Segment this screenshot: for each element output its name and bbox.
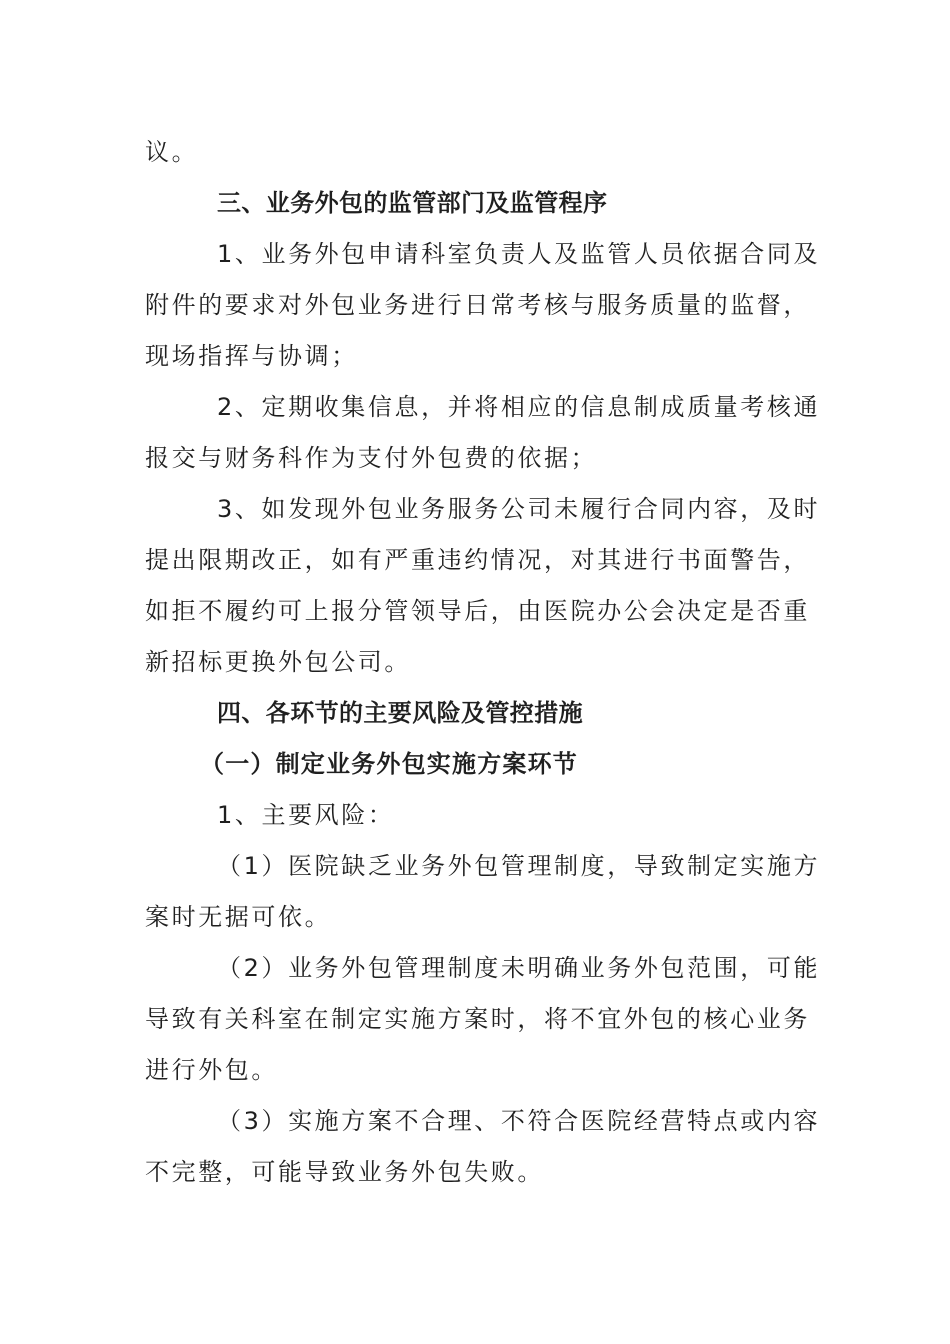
paragraph-line: 进行外包。 bbox=[145, 1056, 278, 1084]
paragraph-line: 如拒不履约可上报分管领导后，由医院办公会决定是否重 bbox=[145, 597, 810, 625]
paragraph-line: （1）医院缺乏业务外包管理制度，导致制定实施方 bbox=[217, 852, 821, 880]
paragraph-line: 案时无据可依。 bbox=[145, 903, 332, 931]
paragraph-line: 现场指挥与协调； bbox=[145, 342, 358, 370]
paragraph-line: 议。 bbox=[145, 138, 199, 166]
section-heading-3: 三、业务外包的监管部门及监管程序 bbox=[217, 189, 608, 217]
paragraph-line: 2、定期收集信息，并将相应的信息制成质量考核通 bbox=[217, 393, 821, 421]
section-heading-4: 四、各环节的主要风险及管控措施 bbox=[217, 699, 583, 727]
paragraph-line: （2）业务外包管理制度未明确业务外包范围，可能 bbox=[217, 954, 821, 982]
document-body bbox=[145, 127, 821, 1198]
paragraph-line: 新招标更换外包公司。 bbox=[145, 648, 411, 676]
paragraph-line: 3、如发现外包业务服务公司未履行合同内容，及时 bbox=[217, 495, 821, 523]
paragraph-line: 1、主要风险： bbox=[217, 801, 395, 829]
paragraph-line: 1、业务外包申请科室负责人及监管人员依据合同及 bbox=[217, 240, 821, 268]
paragraph-line: 提出限期改正，如有严重违约情况，对其进行书面警告， bbox=[145, 546, 810, 574]
paragraph-line: （3）实施方案不合理、不符合医院经营特点或内容 bbox=[217, 1107, 821, 1135]
paragraph-line: 附件的要求对外包业务进行日常考核与服务质量的监督， bbox=[145, 291, 810, 319]
paragraph-line: 报交与财务科作为支付外包费的依据； bbox=[145, 444, 598, 472]
subsection-heading-1: （一）制定业务外包实施方案环节 bbox=[200, 750, 578, 778]
paragraph-line: 导致有关科室在制定实施方案时，将不宜外包的核心业务 bbox=[145, 1005, 810, 1033]
paragraph-line: 不完整，可能导致业务外包失败。 bbox=[145, 1158, 544, 1186]
